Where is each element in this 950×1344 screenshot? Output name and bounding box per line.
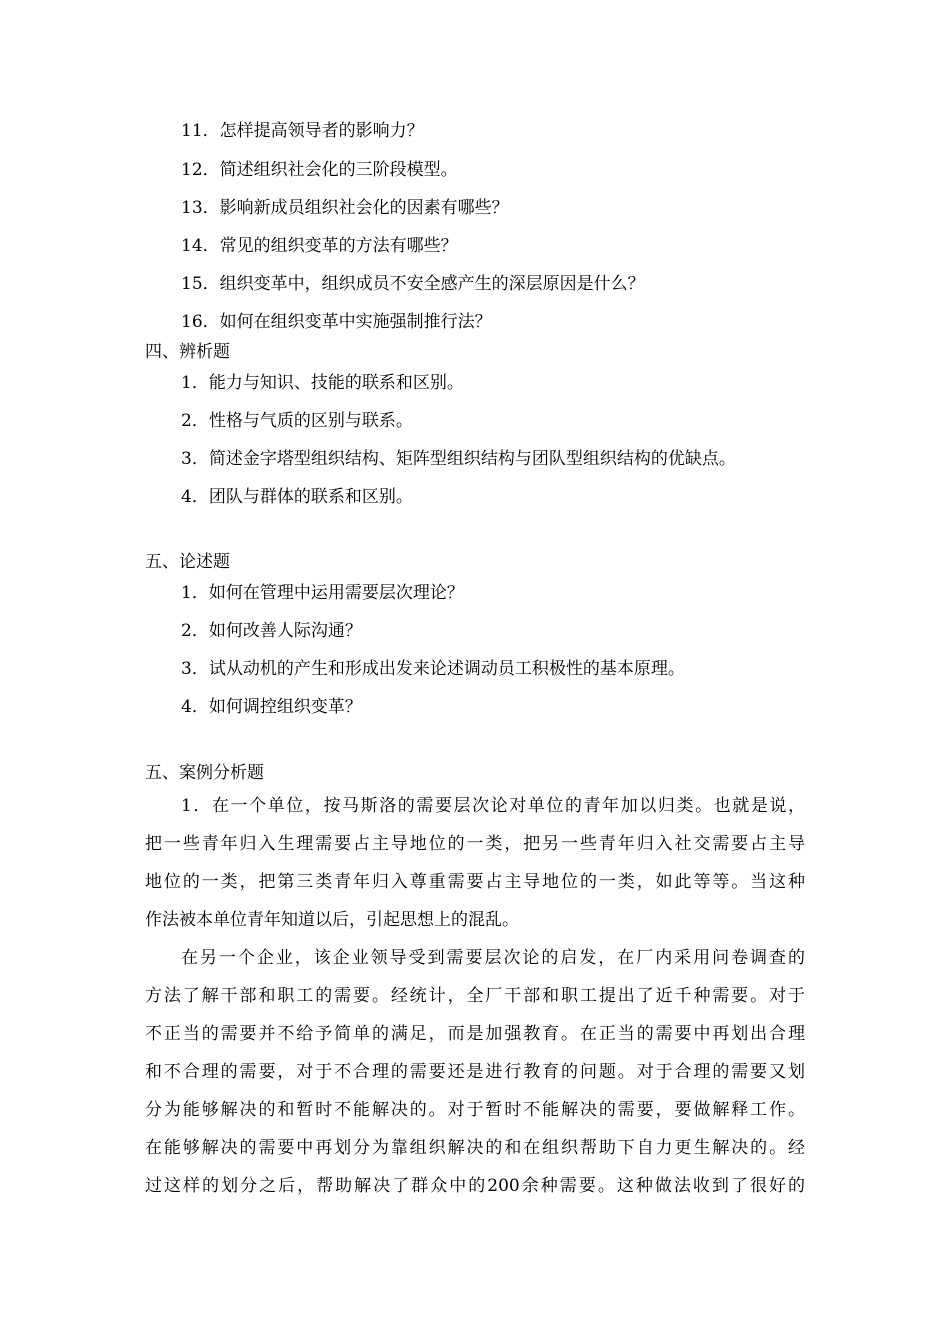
case-para1-line-1: 1．在一个单位，按马斯洛的需要层次论对单位的青年加以归类。也就是说，: [181, 796, 805, 816]
question-12: 12．简述组织社会化的三阶段模型。: [181, 160, 458, 180]
analysis-item-1: 1．能力与知识、技能的联系和区别。: [181, 373, 464, 393]
case-para1-line-4: 作法被本单位青年知道以后，引起思想上的混乱。: [145, 910, 519, 930]
analysis-item-2: 2．性格与气质的区别与联系。: [181, 411, 413, 431]
analysis-item-3: 3．简述金字塔型组织结构、矩阵型组织结构与团队型组织结构的优缺点。: [181, 449, 736, 469]
essay-item-1: 1．如何在管理中运用需要层次理论？: [181, 583, 464, 603]
essay-item-4: 4．如何调控组织变革？: [181, 697, 362, 717]
question-16: 16．如何在组织变革中实施强制推行法？: [181, 312, 492, 332]
essay-item-2: 2．如何改善人际沟通？: [181, 621, 362, 641]
question-11: 11．怎样提高领导者的影响力？: [181, 121, 424, 141]
case-para1-line-2: 把一些青年归入生理需要占主导地位的一类，把另一些青年归入社交需要占主导: [145, 834, 805, 854]
section-heading-analysis: 四、辨析题: [145, 342, 230, 362]
analysis-item-4: 4．团队与群体的联系和区别。: [181, 487, 413, 507]
section-heading-case: 五、案例分析题: [145, 763, 264, 783]
question-13: 13．影响新成员组织社会化的因素有哪些？: [181, 198, 509, 218]
case-para2-line-1: 在另一个企业，该企业领导受到需要层次论的启发，在厂内采用问卷调查的: [181, 948, 805, 968]
question-15: 15．组织变革中，组织成员不安全感产生的深层原因是什么？: [181, 274, 645, 294]
case-para2-line-7: 过这样的划分之后，帮助解决了群众中的200余种需要。这种做法收到了很好的: [145, 1176, 805, 1196]
case-para2-line-5: 分为能够解决的和暂时不能解决的。对于暂时不能解决的需要，要做解释工作。: [145, 1100, 805, 1120]
case-para1-line-3: 地位的一类，把第三类青年归入尊重需要占主导地位的一类，如此等等。当这种: [145, 872, 805, 892]
case-para2-line-4: 和不合理的需要，对于不合理的需要还是进行教育的问题。对于合理的需要又划: [145, 1062, 805, 1082]
case-para2-line-2: 方法了解干部和职工的需要。经统计，全厂干部和职工提出了近千种需要。对于: [145, 986, 805, 1006]
case-para2-line-3: 不正当的需要并不给予简单的满足，而是加强教育。在正当的需要中再划出合理: [145, 1024, 805, 1044]
case-para2-line-6: 在能够解决的需要中再划分为靠组织解决的和在组织帮助下自力更生解决的。经: [145, 1138, 805, 1158]
section-heading-essay: 五、论述题: [145, 552, 230, 572]
essay-item-3: 3．试从动机的产生和形成出发来论述调动员工积极性的基本原理。: [181, 659, 685, 679]
question-14: 14．常见的组织变革的方法有哪些？: [181, 236, 458, 256]
